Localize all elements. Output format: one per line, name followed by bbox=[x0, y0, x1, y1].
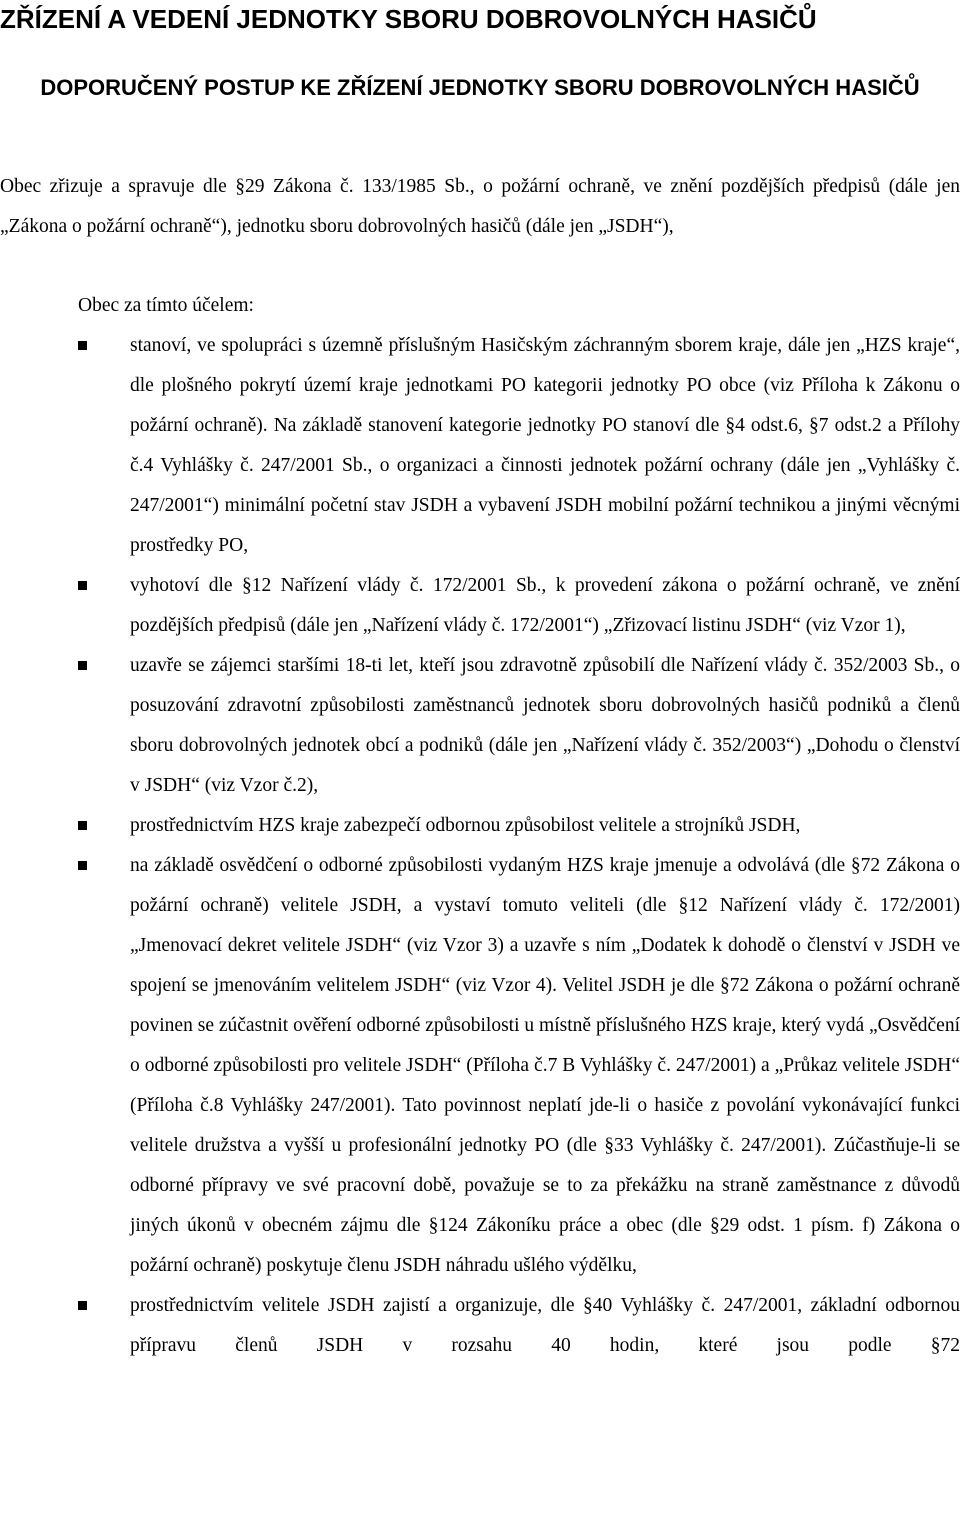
list-item bbox=[0, 846, 960, 1286]
list-item-text: prostřednictvím HZS kraje zabezpečí odbornou způsobilost velitele a strojníků JSDH, bbox=[130, 815, 801, 836]
document-title: ZŘÍZENÍ A VEDENÍ JEDNOTKY SBORU DOBROVOLNÝCH HASIČŮ bbox=[0, 4, 817, 34]
intro-paragraph: Obec zřizuje a spravuje dle §29 Zákona č. 133/1985 Sb., o požární ochraně, ve znění pozdějších předpisů (dále jen „Zákona o požární ochraně“), jednotku sboru dobrovolných hasičů (dále jen „JSDH“), bbox=[0, 176, 960, 237]
list-item-text: na základě osvědčení o odborné způsobilosti vydaným HZS kraje jmenuje a odvolává (dle §72 Zákona o požární ochraně) velitele JSDH, a vystaví tomuto veliteli (dle §12 Nařízení vlády č. 172/2001) „Jmenovací dekret velitele JSDH“ (viz Vzor 3) a uzavře s ním „Dodatek k dohodě o členství v JSDH ve spojení se jmenováním velitelem JSDH“ (viz Vzor 4). Velitel JSDH je dle §72 Zákona o požární ochraně povinen se zúčastnit ověření odborné způsobilosti u místně příslušného HZS kraje, který vydá „Osvědčení o odborné způsobilosti pro velitele JSDH“ (Příloha č.7 B Vyhlášky č. 247/2001) a „Průkaz velitele JSDH“ (Příloha č.8 Vyhlášky 247/2001). Tato povinnost neplatí jde-li o hasiče z povolání vykonávající funkci velitele družstva a vyšší u profesionální jednotky PO (dle §33 Vyhlášky č. 247/2001). Zúčastňuje-li se odborné přípravy ve své pracovní době, považuje se to za překážku na straně zaměstnance z důvodů jiných úkonů v obecném zájmu dle §124 Zákoníku práce a obec (dle §29 odst. 1 písm. f) Zákona o požární ochraně) poskytuje členu JSDH náhradu ušlého výdělku, bbox=[130, 855, 960, 1276]
list-item-text: stanoví, ve spolupráci s územně příslušným Hasičským záchranným sborem kraje, dále jen „HZS kraje“, dle plošného pokrytí území kraje jednotkami PO kategorii jednotky PO obce (viz Příloha k Zákonu o požární ochraně). Na základě stanovení kategorie jednotky PO stanoví dle §4 odst.6, §7 odst.2 a Přílohy č.4 Vyhlášky č. 247/2001 Sb., o organizaci a činnosti jednotek požární ochrany (dále jen „Vyhlášky č. 247/2001“) minimální početní stav JSDH a vybavení JSDH mobilní požární technikou a jinými věcnými prostředky PO, bbox=[130, 335, 960, 556]
square-bullet-icon bbox=[78, 821, 87, 830]
purpose-line: Obec za tímto účelem: bbox=[78, 295, 254, 316]
bullet-list bbox=[0, 326, 960, 1366]
list-item-text: uzavře se zájemci staršími 18-ti let, kteří jsou zdravotně způsobilí dle Nařízení vlády č. 352/2003 Sb., o posuzování zdravotní způsobilosti zaměstnanců jednotek sboru dobrovolných hasičů podniků a členů sboru dobrovolných jednotek obcí a podniků (dále jen „Nařízení vlády č. 352/2003“) „Dohodu o členství v JSDH“ (viz Vzor č.2), bbox=[130, 655, 960, 796]
list-item bbox=[0, 806, 960, 846]
list-item bbox=[0, 326, 960, 566]
list-item bbox=[0, 566, 960, 646]
square-bullet-icon bbox=[78, 581, 87, 590]
list-item bbox=[0, 1286, 960, 1366]
square-bullet-icon bbox=[78, 1301, 87, 1310]
list-item-text: vyhotoví dle §12 Nařízení vlády č. 172/2001 Sb., k provedení zákona o požární ochraně, ve znění pozdějších předpisů (dále jen „Nařízení vlády č. 172/2001“) „Zřizovací listinu JSDH“ (viz Vzor 1), bbox=[130, 575, 960, 636]
square-bullet-icon bbox=[78, 861, 87, 870]
square-bullet-icon bbox=[78, 341, 87, 350]
list-item-text: prostřednictvím velitele JSDH zajistí a organizuje, dle §40 Vyhlášky č. 247/2001, základní odbornou přípravu členů JSDH v rozsahu 40 hodin, které jsou podle §72 bbox=[130, 1295, 960, 1356]
document-subtitle: DOPORUČENÝ POSTUP KE ZŘÍZENÍ JEDNOTKY SBORU DOBROVOLNÝCH HASIČŮ bbox=[40, 75, 920, 100]
list-item bbox=[0, 646, 960, 806]
square-bullet-icon bbox=[78, 661, 87, 670]
